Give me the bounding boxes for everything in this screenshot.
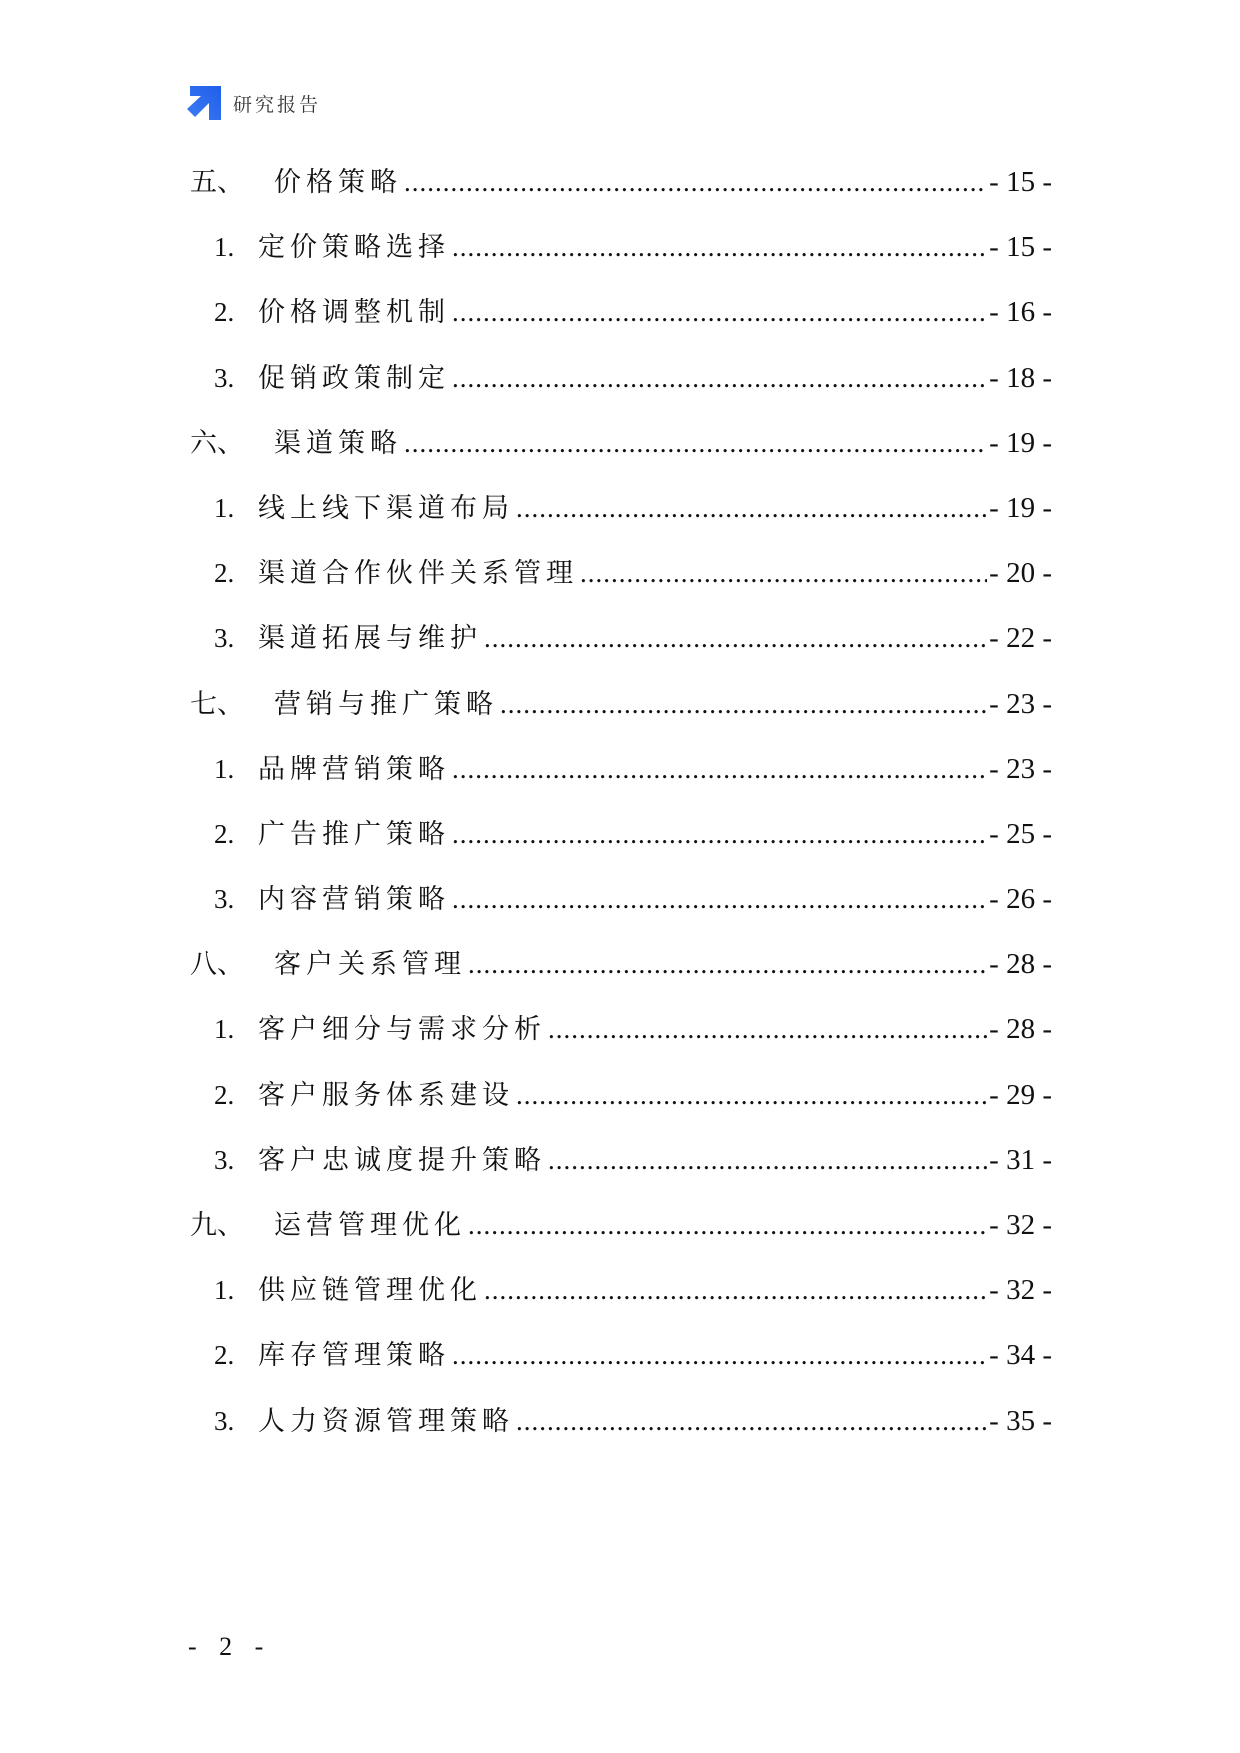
- toc-section-entry[interactable]: [190, 682, 1052, 747]
- toc-entry-label: 客户细分与需求分析: [258, 1014, 546, 1046]
- toc-subsection-entry[interactable]: [190, 225, 1052, 290]
- toc-subsection-entry[interactable]: [190, 356, 1052, 421]
- toc-entry-label: 供应链管理优化: [258, 1275, 482, 1307]
- dot-leader: [452, 877, 987, 921]
- toc-subsection-entry[interactable]: [190, 616, 1052, 681]
- toc-entry-number: 1.: [214, 753, 235, 784]
- toc-entry-label: 线上线下渠道布局: [258, 492, 514, 524]
- toc-entry-number: 1.: [214, 232, 235, 263]
- toc-entry-number: 九、: [190, 1210, 244, 1241]
- toc-entry-number: 2.: [214, 818, 235, 849]
- toc-entry-label: 客户服务体系建设: [258, 1079, 514, 1111]
- toc-entry-page: - 29 -: [989, 1078, 1052, 1111]
- toc-entry-label: 内容营销策略: [258, 884, 450, 916]
- toc-entry-page: - 23 -: [989, 752, 1052, 785]
- toc-entry-number: 七、: [190, 688, 244, 720]
- page-number: - 2 -: [188, 1632, 272, 1661]
- toc-subsection-entry[interactable]: [190, 1007, 1052, 1072]
- toc-entry-number: 六、: [190, 427, 244, 459]
- dot-leader: [452, 225, 987, 269]
- toc-entry-page: - 16 -: [989, 296, 1052, 329]
- toc-entry-label: 客户关系管理: [274, 949, 466, 981]
- toc-entry-label: 人力资源管理策略: [258, 1405, 514, 1437]
- toc-entry-page: - 31 -: [989, 1143, 1052, 1176]
- toc-entry-label: 促销政策制定: [258, 362, 450, 394]
- toc-subsection-entry[interactable]: [190, 551, 1052, 616]
- toc-entry-page: - 34 -: [989, 1339, 1052, 1372]
- dot-leader: [516, 486, 987, 530]
- toc-subsection-entry[interactable]: [190, 1138, 1052, 1203]
- toc-subsection-entry[interactable]: [190, 812, 1052, 877]
- toc-section-entry[interactable]: [190, 942, 1052, 1007]
- table-of-contents: [190, 160, 1052, 1464]
- toc-entry-label: 广告推广策略: [258, 818, 450, 850]
- toc-subsection-entry[interactable]: [190, 1333, 1052, 1398]
- toc-section-entry[interactable]: [190, 1203, 1052, 1268]
- toc-entry-page: - 32 -: [989, 1209, 1052, 1241]
- toc-entry-page: - 15 -: [989, 231, 1052, 264]
- toc-entry-page: - 23 -: [989, 687, 1052, 720]
- dot-leader: [484, 616, 987, 660]
- toc-entry-label: 定价策略选择: [258, 232, 450, 264]
- toc-entry-number: 八、: [190, 949, 244, 981]
- toc-entry-label: 渠道策略: [274, 427, 402, 459]
- page-header: [187, 86, 321, 120]
- dot-leader: [484, 1268, 987, 1312]
- dot-leader: [452, 290, 987, 334]
- toc-entry-number: 1.: [214, 1275, 235, 1306]
- toc-entry-number: 3.: [214, 1405, 235, 1436]
- dot-leader: [452, 812, 987, 856]
- toc-entry-number: 2.: [214, 558, 235, 589]
- dot-leader: [580, 551, 987, 595]
- toc-entry-number: 五、: [190, 167, 244, 198]
- toc-entry-number: 1.: [214, 1014, 235, 1045]
- toc-entry-page: - 28 -: [989, 1013, 1052, 1046]
- dot-leader: [404, 421, 987, 465]
- toc-entry-label: 渠道合作伙伴关系管理: [258, 558, 578, 590]
- toc-entry-label: 品牌营销策略: [258, 753, 450, 785]
- arrow-logo-icon: [187, 86, 221, 120]
- toc-entry-label: 运营管理优化: [274, 1210, 466, 1241]
- dot-leader: [452, 356, 987, 400]
- toc-entry-number: 3.: [214, 623, 235, 654]
- toc-entry-number: 2.: [214, 1079, 235, 1110]
- toc-subsection-entry[interactable]: [190, 747, 1052, 812]
- toc-section-entry[interactable]: [190, 160, 1052, 225]
- toc-entry-page: - 35 -: [989, 1404, 1052, 1437]
- toc-entry-page: - 28 -: [989, 948, 1052, 981]
- dot-leader: [516, 1073, 987, 1117]
- dot-leader: [548, 1138, 987, 1182]
- toc-entry-page: - 19 -: [989, 426, 1052, 459]
- toc-entry-label: 价格策略: [274, 167, 402, 198]
- toc-subsection-entry[interactable]: [190, 290, 1052, 355]
- toc-entry-label: 客户忠诚度提升策略: [258, 1144, 546, 1176]
- dot-leader: [548, 1007, 987, 1051]
- toc-entry-page: - 32 -: [989, 1274, 1052, 1307]
- dot-leader: [500, 682, 987, 726]
- toc-entry-page: - 22 -: [989, 622, 1052, 655]
- toc-entry-number: 3.: [214, 362, 235, 393]
- toc-subsection-entry[interactable]: [190, 877, 1052, 942]
- toc-entry-number: 2.: [214, 297, 235, 328]
- dot-leader: [404, 160, 987, 204]
- toc-subsection-entry[interactable]: [190, 486, 1052, 551]
- toc-subsection-entry[interactable]: [190, 1399, 1052, 1464]
- toc-entry-page: - 26 -: [989, 883, 1052, 916]
- toc-entry-number: 2.: [214, 1340, 235, 1371]
- dot-leader: [468, 1203, 987, 1247]
- toc-entry-page: - 15 -: [989, 166, 1052, 198]
- toc-entry-label: 渠道拓展与维护: [258, 623, 482, 655]
- toc-entry-page: - 19 -: [989, 491, 1052, 524]
- dot-leader: [516, 1399, 987, 1443]
- toc-subsection-entry[interactable]: [190, 1268, 1052, 1333]
- toc-entry-label: 价格调整机制: [258, 297, 450, 329]
- toc-entry-number: 1.: [214, 492, 235, 523]
- toc-entry-page: - 18 -: [989, 361, 1052, 394]
- toc-entry-number: 3.: [214, 1144, 235, 1175]
- dot-leader: [452, 1333, 987, 1377]
- header-title: 研究报告: [233, 93, 322, 116]
- toc-section-entry[interactable]: [190, 421, 1052, 486]
- toc-subsection-entry[interactable]: [190, 1073, 1052, 1138]
- dot-leader: [452, 747, 987, 791]
- dot-leader: [468, 942, 987, 986]
- toc-entry-page: - 20 -: [989, 557, 1052, 590]
- toc-entry-label: 库存管理策略: [258, 1340, 450, 1372]
- toc-entry-label: 营销与推广策略: [274, 688, 498, 720]
- toc-entry-page: - 25 -: [989, 817, 1052, 850]
- toc-entry-number: 3.: [214, 884, 235, 915]
